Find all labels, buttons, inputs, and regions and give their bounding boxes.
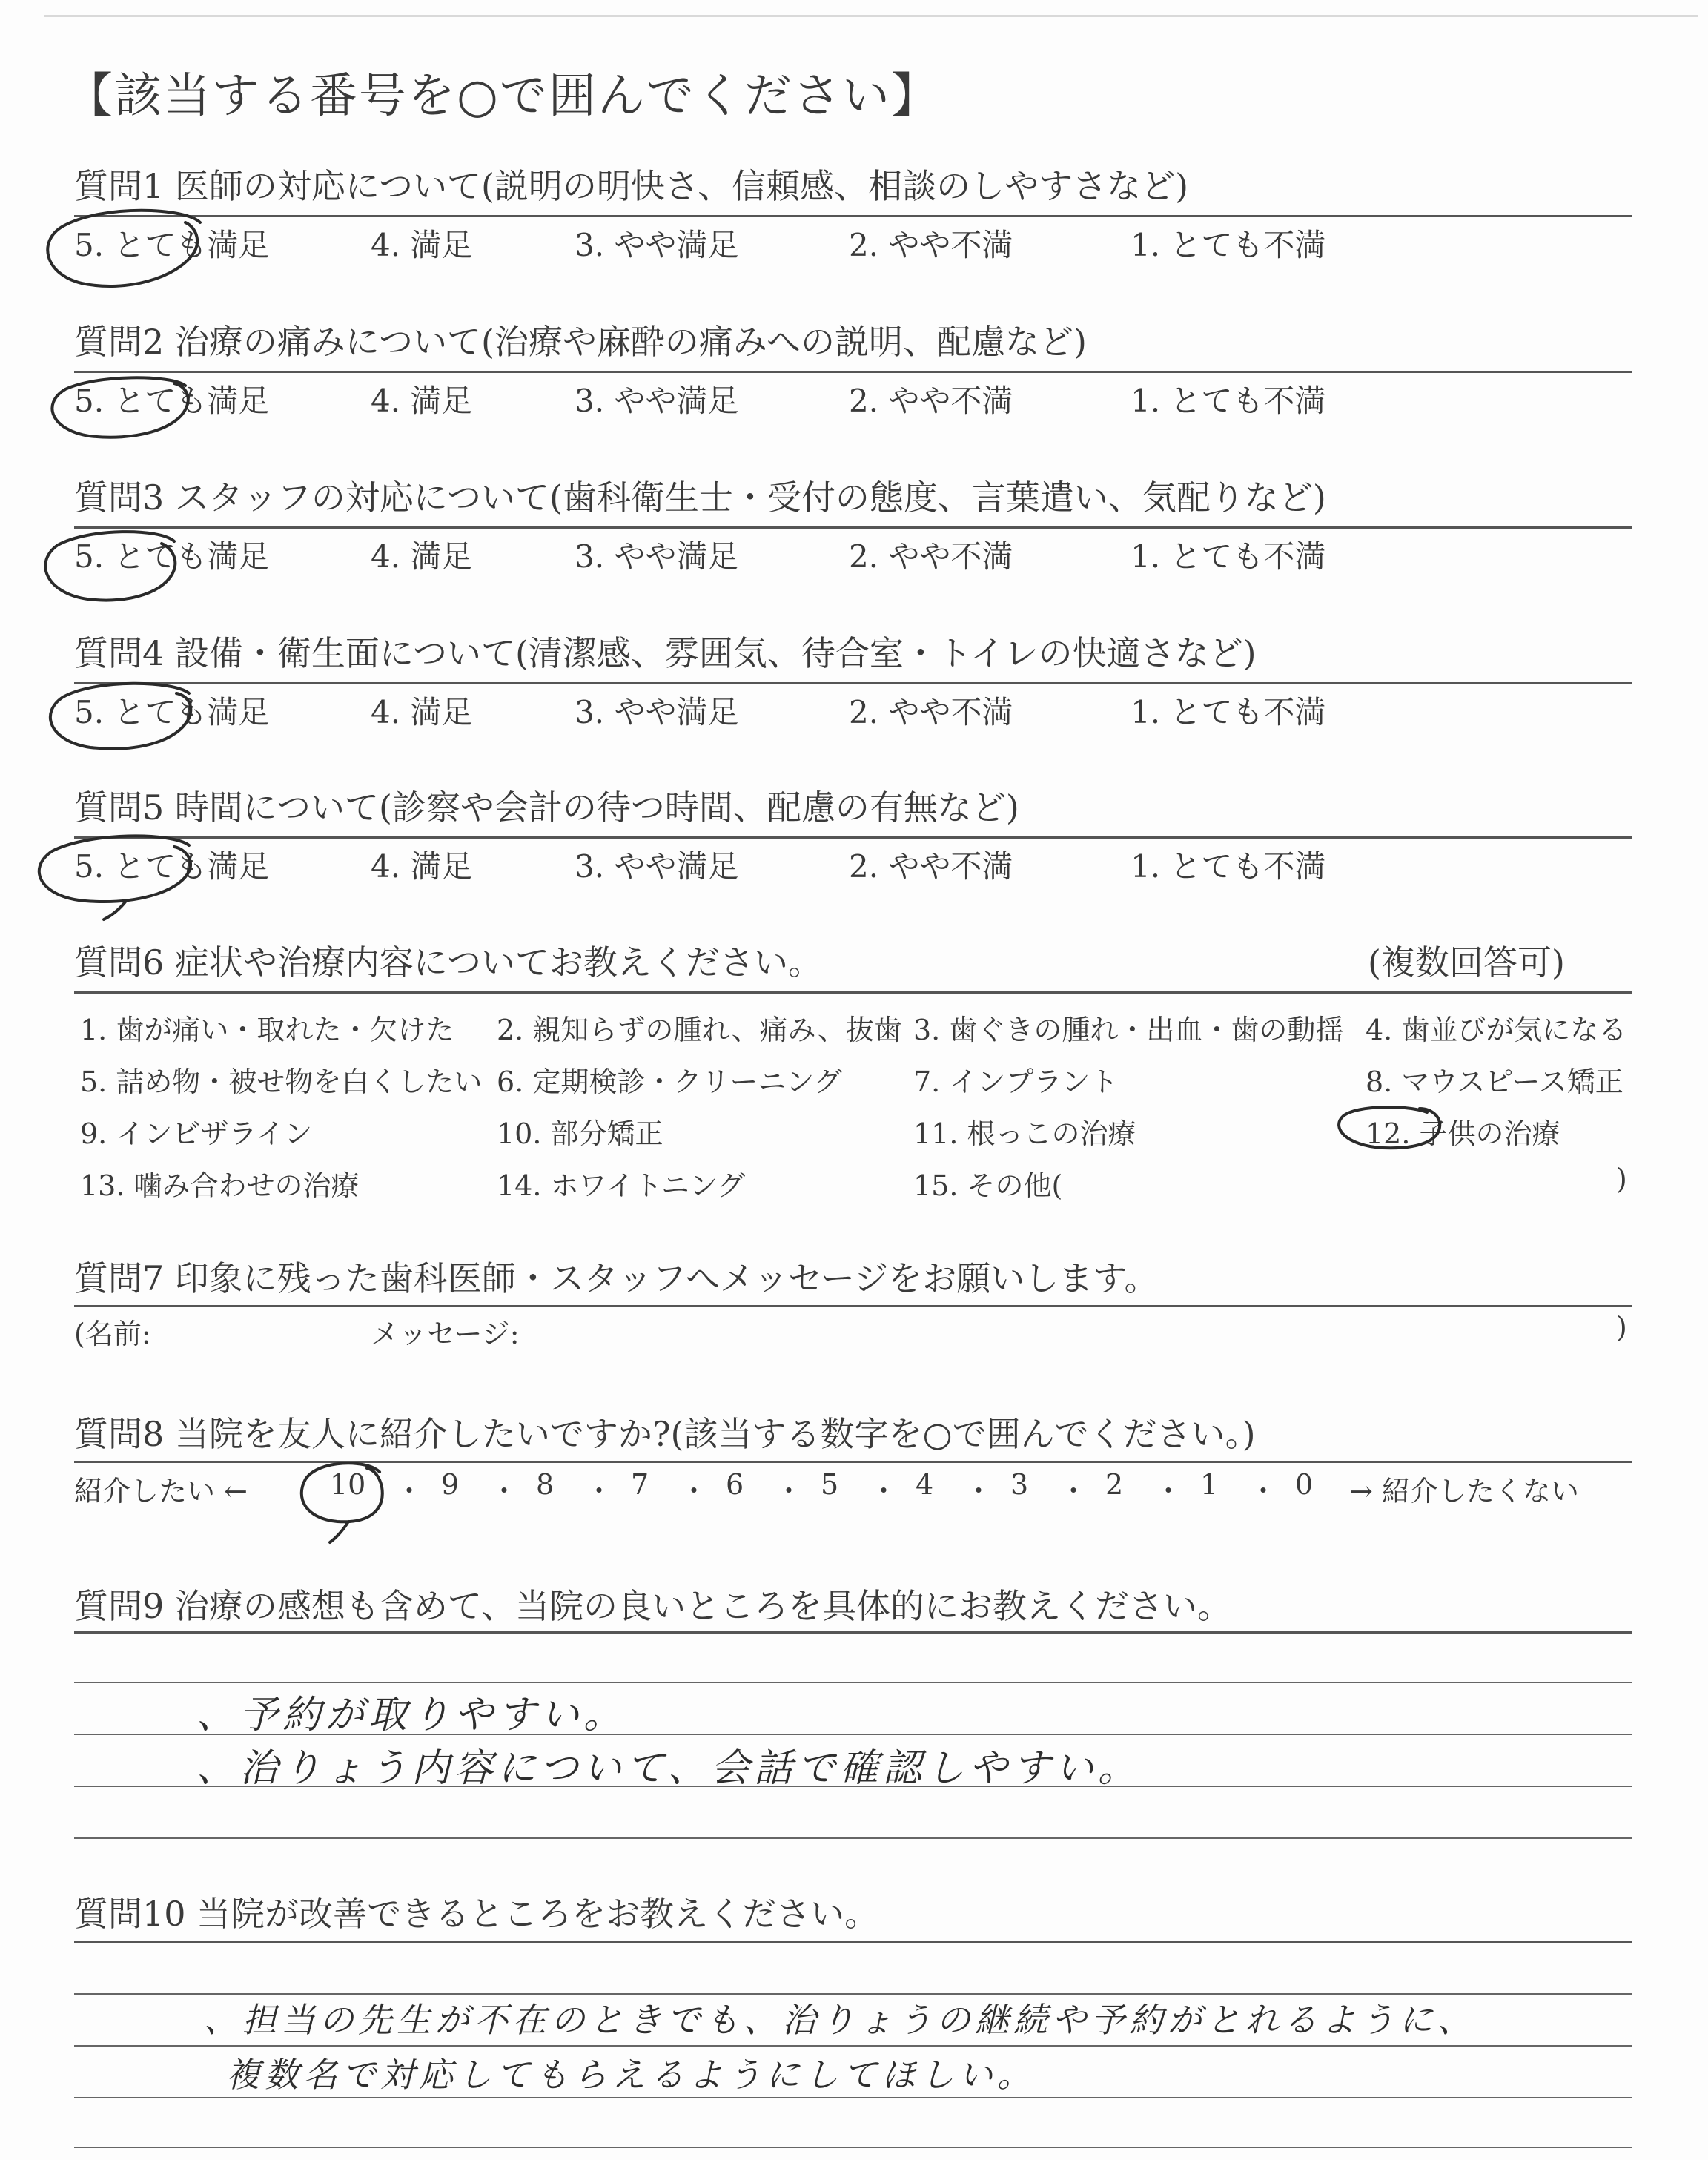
- q6-option-15[interactable]: 15. その他(: [913, 1169, 1063, 1202]
- q7-message-label: メッセージ:: [371, 1318, 520, 1350]
- q10-rule: [74, 1941, 1632, 1943]
- q2-option-4[interactable]: 4. 満足: [371, 383, 473, 419]
- q8-scale-1[interactable]: 1: [1200, 1468, 1219, 1501]
- q2-option-1[interactable]: 1. とても不満: [1131, 383, 1326, 419]
- q8-scale-7[interactable]: 7: [631, 1468, 649, 1501]
- q8-scale-8[interactable]: 8: [536, 1468, 555, 1501]
- q10-title: 質問10 当院が改善できるところをお教えください。: [74, 1894, 879, 1934]
- q8-separator: ・: [680, 1475, 709, 1507]
- q10-writing-line: [74, 2045, 1632, 2047]
- q1-option-2[interactable]: 2. やや不満: [849, 227, 1013, 263]
- q8-title: 質問8 当院を友人に紹介したいですか?(該当する数字を○で囲んでください。): [74, 1414, 1256, 1454]
- q3-title: 質問3 スタッフの対応について(歯科衛生士・受付の態度、言葉遣い、気配りなど): [74, 478, 1326, 518]
- q8-separator: ・: [395, 1475, 424, 1507]
- q6-option-2[interactable]: 2. 親知らずの腫れ、痛み、抜歯: [497, 1014, 902, 1046]
- q8-scale-9[interactable]: 9: [441, 1468, 460, 1501]
- q1-option-5[interactable]: 5. とても満足: [74, 227, 270, 263]
- q6-option-11[interactable]: 11. 根っこの治療: [913, 1117, 1136, 1150]
- q8-right-label: → 紹介したくない: [1349, 1475, 1579, 1507]
- q4-rule: [74, 682, 1632, 684]
- q8-separator: ・: [870, 1475, 898, 1507]
- q9-writing-line: [74, 1837, 1632, 1839]
- q10-answer-1: 、担当の先生が不在のときでも、治りょうの継続や予約がとれるように、: [204, 2000, 1476, 2040]
- q2-option-2[interactable]: 2. やや不満: [849, 383, 1013, 419]
- q2-option-5[interactable]: 5. とても満足: [74, 383, 270, 419]
- q8-scale-2[interactable]: 2: [1105, 1468, 1124, 1501]
- instruction-heading: 【該当する番号を○で囲んでください】: [65, 69, 940, 124]
- q8-left-label: 紹介したい ←: [74, 1475, 248, 1507]
- q7-rule: [74, 1305, 1632, 1307]
- q6-option-3[interactable]: 3. 歯ぐきの腫れ・出血・歯の動揺: [913, 1014, 1344, 1046]
- q6-option-13[interactable]: 13. 噛み合わせの治療: [80, 1169, 360, 1202]
- q9-answer-1: 、予約が取りやすい。: [196, 1693, 627, 1737]
- q10-writing-line: [74, 2147, 1632, 2148]
- q5-option-4[interactable]: 4. 満足: [371, 848, 473, 885]
- q8-separator: ・: [490, 1475, 519, 1507]
- q8-separator: ・: [1249, 1475, 1278, 1507]
- q6-option-7[interactable]: 7. インプラント: [913, 1066, 1119, 1098]
- q1-option-4[interactable]: 4. 満足: [371, 227, 473, 263]
- q2-rule: [74, 371, 1632, 373]
- q3-option-3[interactable]: 3. やや満足: [575, 538, 739, 575]
- q8-separator: ・: [585, 1475, 614, 1507]
- q8-scale-5[interactable]: 5: [821, 1468, 839, 1501]
- q8-separator: ・: [1154, 1475, 1183, 1507]
- q3-option-1[interactable]: 1. とても不満: [1131, 538, 1326, 575]
- q3-option-2[interactable]: 2. やや不満: [849, 538, 1013, 575]
- q8-separator: ・: [964, 1475, 993, 1507]
- q8-separator: ・: [775, 1475, 804, 1507]
- q1-rule: [74, 215, 1632, 217]
- q5-title: 質問5 時間について(診察や会計の待つ時間、配慮の有無など): [74, 787, 1019, 828]
- q10-writing-line: [74, 2097, 1632, 2098]
- q9-rule: [74, 1631, 1632, 1634]
- q8-scale-3[interactable]: 3: [1010, 1468, 1029, 1501]
- q6-note: (複数回答可): [1368, 942, 1565, 982]
- q6-rule: [74, 991, 1632, 994]
- q8-scale-6[interactable]: 6: [726, 1468, 744, 1501]
- q5-option-2[interactable]: 2. やや不満: [849, 848, 1013, 885]
- q2-option-3[interactable]: 3. やや満足: [575, 383, 739, 419]
- q1-title: 質問1 医師の対応について(説明の明快さ、信頼感、相談のしやすさなど): [74, 166, 1189, 206]
- q8-scale-0[interactable]: 0: [1295, 1468, 1314, 1501]
- q8-scale-4[interactable]: 4: [916, 1468, 934, 1501]
- top-border: [44, 15, 1698, 17]
- q8-scale-10[interactable]: 10: [330, 1468, 366, 1501]
- q6-other-close: ): [1616, 1163, 1627, 1195]
- q6-title: 質問6 症状や治療内容についてお教えください。: [74, 942, 822, 982]
- q9-title: 質問9 治療の感想も含めて、当院の良いところを具体的にお教えください。: [74, 1586, 1231, 1626]
- q4-title: 質問4 設備・衛生面について(清潔感、雰囲気、待合室・トイレの快適さなど): [74, 633, 1257, 673]
- q1-option-3[interactable]: 3. やや満足: [575, 227, 739, 263]
- q4-option-5[interactable]: 5. とても満足: [74, 694, 270, 730]
- q8-separator: ・: [1059, 1475, 1088, 1507]
- q6-option-5[interactable]: 5. 詰め物・被せ物を白くしたい: [80, 1066, 483, 1098]
- q8-rule: [74, 1461, 1632, 1463]
- q3-option-5[interactable]: 5. とても満足: [74, 538, 270, 575]
- q5-option-1[interactable]: 1. とても不満: [1131, 848, 1326, 885]
- q7-name-label: (名前:: [74, 1318, 151, 1350]
- q6-option-9[interactable]: 9. インビザライン: [80, 1117, 313, 1150]
- q10-answer-2: 複数名で対応してもらえるようにしてほしい。: [226, 2055, 1036, 2095]
- q5-option-3[interactable]: 3. やや満足: [575, 848, 739, 885]
- q4-option-1[interactable]: 1. とても不満: [1131, 694, 1326, 730]
- q6-option-12[interactable]: 12. 子供の治療: [1366, 1117, 1560, 1150]
- q9-answer-2: 、治りょう内容について、会話で確認しやすい。: [196, 1746, 1141, 1791]
- q6-option-10[interactable]: 10. 部分矯正: [497, 1117, 663, 1150]
- q5-option-5[interactable]: 5. とても満足: [74, 848, 270, 885]
- q6-option-1[interactable]: 1. 歯が痛い・取れた・欠けた: [80, 1014, 454, 1046]
- q2-title: 質問2 治療の痛みについて(治療や麻酔の痛みへの説明、配慮など): [74, 322, 1087, 362]
- q6-option-14[interactable]: 14. ホワイトニング: [497, 1169, 746, 1202]
- q3-option-4[interactable]: 4. 満足: [371, 538, 473, 575]
- q7-title: 質問7 印象に残った歯科医師・スタッフへメッセージをお願いします。: [74, 1258, 1159, 1298]
- q7-close: ): [1616, 1311, 1627, 1344]
- q6-option-6[interactable]: 6. 定期検診・クリーニング: [497, 1066, 842, 1098]
- q5-rule: [74, 836, 1632, 839]
- q1-option-1[interactable]: 1. とても不満: [1131, 227, 1326, 263]
- q6-option-4[interactable]: 4. 歯並びが気になる: [1366, 1014, 1627, 1046]
- q4-option-2[interactable]: 2. やや不満: [849, 694, 1013, 730]
- q4-option-4[interactable]: 4. 満足: [371, 694, 473, 730]
- q4-option-3[interactable]: 3. やや満足: [575, 694, 739, 730]
- q3-rule: [74, 526, 1632, 529]
- q6-option-8[interactable]: 8. マウスピース矯正: [1366, 1066, 1623, 1098]
